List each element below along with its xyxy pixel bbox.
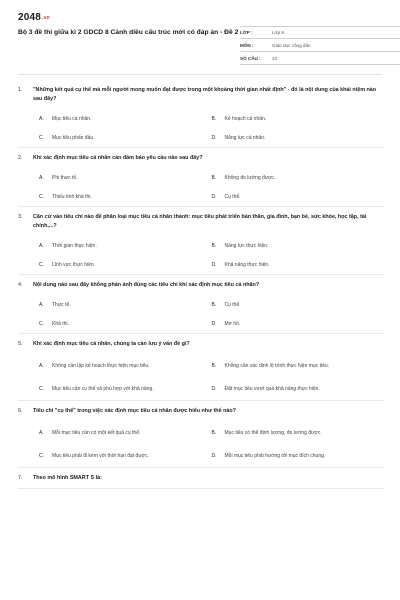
question-1: [18, 80, 384, 148]
question-prompt: Nội dung nào sau đây không phản ánh đúng các tiêu chí khi xác định mục tiêu cá nhân?: [33, 282, 260, 288]
option-letter: B.: [211, 115, 217, 122]
option-text: Mục tiêu cá nhân.: [52, 115, 92, 122]
option-c[interactable]: [39, 255, 212, 274]
option-letter: C.: [39, 193, 44, 200]
option-letter: A.: [39, 301, 44, 308]
option-letter: B.: [211, 429, 217, 436]
option-d[interactable]: [212, 128, 385, 147]
option-text: Lĩnh vực thực hiện.: [52, 261, 96, 268]
option-b[interactable]: [212, 421, 385, 444]
question-prompt: Tiêu chí "cụ thể" trong việc xác định mục tiêu cá nhân được hiểu như thế nào?: [33, 408, 236, 414]
option-text: Thời gian thực hiện.: [52, 242, 97, 249]
option-text: Khả thi.: [52, 320, 69, 327]
option-text: Phi thực tế.: [52, 174, 78, 181]
document-title: Bộ 3 đề thi giữa kì 2 GDCD 8 Cánh diều cấu trúc mới có đáp án - Đề 2: [18, 29, 239, 36]
question-text: [18, 281, 384, 295]
question-text: [18, 340, 384, 354]
meta-key: LỚP :: [240, 30, 253, 35]
option-a[interactable]: [39, 295, 212, 314]
question-2: [18, 148, 384, 207]
option-b[interactable]: [212, 168, 385, 187]
option-text: Khả năng thực hiện.: [224, 261, 270, 268]
question-number: 4.: [18, 282, 23, 288]
option-letter: A.: [39, 429, 44, 436]
option-letter: B.: [211, 301, 217, 308]
options-grid: [18, 295, 384, 333]
option-b[interactable]: [212, 354, 385, 377]
option-letter: B.: [211, 362, 217, 369]
question-number: 7.: [18, 475, 23, 481]
question-text: [18, 154, 384, 168]
option-b[interactable]: [212, 236, 385, 255]
meta-row-class: [240, 26, 400, 39]
option-text: Không cần lập kế hoạch thực hiện mục tiêu.: [52, 362, 150, 369]
option-letter: A.: [39, 362, 44, 369]
options-grid: [18, 236, 384, 274]
option-letter: C.: [39, 134, 44, 141]
question-text: [18, 407, 384, 421]
question-number: 5.: [18, 341, 23, 347]
option-text: Mục tiêu cần cụ thể và phù hợp với khả năng.: [52, 385, 154, 392]
option-letter: B.: [211, 174, 217, 181]
option-letter: C.: [39, 320, 44, 327]
option-d[interactable]: [212, 187, 385, 206]
question-prompt: Khi xác định mục tiêu cá nhân cần đảm bảo yêu cầu nào sau đây?: [33, 155, 203, 161]
option-c[interactable]: [39, 128, 212, 147]
option-text: Không cần xác định lộ trình thực hiện mục tiêu.: [224, 362, 330, 369]
question-3: [18, 207, 384, 275]
option-a[interactable]: [39, 109, 212, 128]
question-5: [18, 334, 384, 401]
header-divider: [18, 74, 382, 75]
option-letter: A.: [39, 242, 44, 249]
meta-key: SỐ CÂU :: [240, 55, 261, 61]
option-c[interactable]: [39, 377, 212, 400]
option-letter: C.: [39, 261, 44, 268]
option-text: Cụ thể.: [224, 193, 241, 200]
question-text: [18, 474, 384, 488]
option-d[interactable]: [212, 444, 385, 467]
meta-row-count: [240, 52, 400, 65]
meta-value: Giáo dục công dân: [272, 42, 311, 48]
option-text: Đặt mục tiêu vượt quá khả năng thực hiện.: [224, 385, 320, 392]
logo-brand: 2048: [18, 12, 42, 23]
header: [18, 12, 384, 64]
meta-value: 24: [272, 55, 278, 61]
meta-value: Lớp 8: [272, 30, 284, 35]
option-letter: D.: [211, 261, 217, 268]
option-a[interactable]: [39, 168, 212, 187]
question-4: [18, 275, 384, 334]
option-a[interactable]: [39, 354, 212, 377]
option-text: Mục tiêu có thể định lượng, đo lường được.: [224, 429, 322, 436]
option-a[interactable]: [39, 236, 212, 255]
option-d[interactable]: [212, 255, 385, 274]
option-text: Mục tiêu phải đi kèm với thời hạn đạt được.: [52, 452, 149, 459]
option-text: Mơ hồ.: [224, 320, 241, 327]
option-text: Không đo lường được.: [224, 174, 276, 181]
option-letter: C.: [39, 385, 44, 392]
option-text: Năng lực thực hiện.: [224, 242, 269, 249]
option-b[interactable]: [212, 295, 385, 314]
option-text: Kế hoạch cá nhân.: [224, 115, 267, 122]
option-text: Mục tiêu phấn đấu.: [52, 134, 95, 141]
option-c[interactable]: [39, 187, 212, 206]
option-text: Thực tế.: [52, 301, 71, 308]
option-d[interactable]: [212, 314, 385, 333]
question-list: [18, 80, 384, 489]
logo-domain: .vn: [42, 15, 50, 21]
option-text: Mỗi mục tiêu cần có một kết quả cụ thể.: [52, 429, 141, 436]
option-letter: C.: [39, 452, 44, 459]
question-text: [18, 86, 384, 109]
options-grid: [18, 354, 384, 400]
meta-row-subject: [240, 39, 400, 52]
option-a[interactable]: [39, 421, 212, 444]
option-text: Cụ thể.: [224, 301, 241, 308]
option-c[interactable]: [39, 444, 212, 467]
question-text: [18, 213, 384, 236]
options-grid: [18, 168, 384, 206]
options-grid: [18, 421, 384, 467]
question-7: [18, 468, 384, 489]
option-text: Mỗi mục tiêu phải hướng tới mục đích chung.: [224, 452, 326, 459]
option-letter: D.: [211, 134, 217, 141]
option-letter: A.: [39, 115, 44, 122]
option-b[interactable]: [212, 109, 385, 128]
option-letter: D.: [211, 452, 217, 459]
site-logo[interactable]: [18, 12, 50, 23]
option-d[interactable]: [212, 377, 385, 400]
meta-table: [240, 26, 400, 65]
option-letter: B.: [211, 242, 217, 249]
question-number: 2.: [18, 155, 23, 161]
options-grid: [18, 109, 384, 147]
question-prompt: Khi xác định mục tiêu cá nhân, chúng ta cần lưu ý vấn đề gì?: [33, 341, 190, 347]
option-text: Thiếu tính khả thi.: [52, 193, 92, 200]
option-c[interactable]: [39, 314, 212, 333]
question-prompt: Theo mô hình SMART S là:: [33, 475, 102, 481]
meta-key: MÔN :: [240, 42, 254, 48]
question-prompt: "Những kết quả cụ thể mà mỗi người mong muốn đạt được trong một khoảng thời gian nhất định" - đó là nội dung của khái niệm nào sau đây?: [33, 87, 377, 102]
question-6: [18, 401, 384, 468]
option-letter: D.: [211, 385, 217, 392]
question-number: 6.: [18, 408, 23, 414]
option-letter: D.: [211, 193, 217, 200]
option-letter: A.: [39, 174, 44, 181]
question-number: 3.: [18, 214, 23, 220]
option-letter: D.: [211, 320, 217, 327]
option-text: Năng lực cá nhân.: [224, 134, 266, 141]
question-prompt: Căn cứ vào tiêu chí nào để phân loại mục tiêu cá nhân thành: mục tiêu phát triển bản thân, gia đình, bạn bè, sức khỏe, học tập, tài chính,...?: [33, 214, 367, 229]
question-number: 1.: [18, 87, 23, 93]
